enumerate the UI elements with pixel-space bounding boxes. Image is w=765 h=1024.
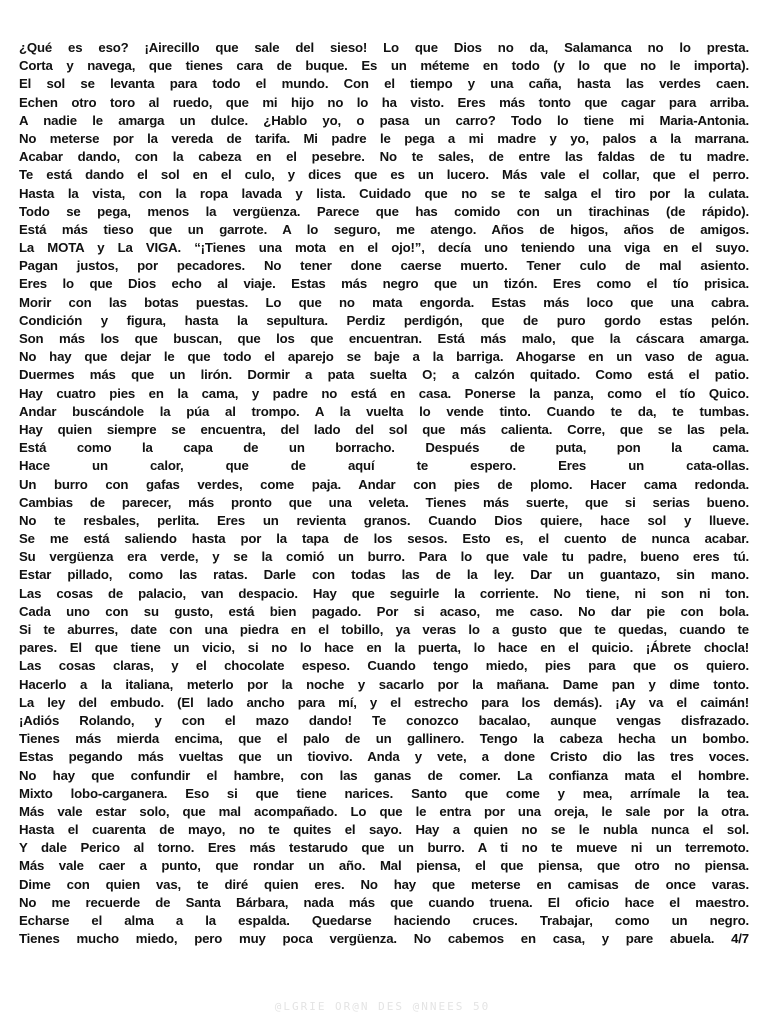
text-line: Morir con las botas puestas. Lo que no mata engorda. Estas más loco que una cabra. — [19, 294, 749, 310]
proverbs-text-block — [19, 39, 749, 948]
text-line: La ley del embudo. (El lado ancho para mí, y el estrecho para los demás). ¡Ay va el caimán! — [19, 694, 749, 710]
text-line: El sol se levanta para todo el mundo. Con el tiempo y una caña, hasta las verdes caen. — [19, 76, 749, 92]
text-line: Hasta la vista, con la ropa lavada y lista. Cuidado que no se te salga el tiro por la culata. — [19, 185, 749, 201]
text-line: A nadie le amarga un dulce. ¿Hablo yo, o pasa un carro? Todo lo tiene mi Maria-Antonia. — [19, 112, 749, 128]
footer-watermark: @LGRIE OR@N DES @NNEES 50 — [274, 1000, 491, 1013]
text-line: No meterse por la vereda de tarifa. Mi padre le pega a mi madre y yo, palos a la marrana. — [19, 130, 749, 146]
text-line: La MOTA y La VIGA. “¡Tienes una mota en el ojo!”, decía uno teniendo una viga en el suyo. — [19, 240, 749, 256]
text-line: Las cosas de palacio, van despacio. Hay que seguirle la corriente. No tiene, ni son ni ton. — [19, 585, 749, 601]
text-line: Más vale caer a punto, que rondar un año. Mal piensa, el que piensa, que otro no piensa. — [19, 858, 749, 874]
text-line: ¿Qué es eso? ¡Airecillo que sale del sieso! Lo que Dios no da, Salamanca no lo presta. — [19, 40, 749, 55]
text-line: Y dale Perico al torno. Eres más testarudo que un burro. A ti no te mueve ni un terremoto. — [19, 840, 749, 856]
text-line: Estas pegando más vueltas que un tiovivo. Anda y vete, a done Cristo dio las tres voces. — [19, 749, 749, 765]
text-line: Cada uno con su gusto, está bien pagado. Por si acaso, me caso. No dar pie con bola. — [19, 603, 749, 619]
text-line: No te resbales, perlita. Eres un revienta granos. Cuando Dios quiere, hace sol y llueve. — [19, 512, 749, 528]
text-line: pares. El que tiene un vicio, si no lo hace en la puerta, lo hace en el quicio. ¡Ábrete chocla! — [19, 640, 749, 656]
text-line: Tienes más mierda encima, que el palo de un gallinero. Tengo la cabeza hecha un bombo. — [19, 731, 749, 747]
text-line: Son más los que buscan, que los que encuentran. Está más malo, que la cáscara amarga. — [19, 331, 749, 346]
text-line: Dime con quien vas, te diré quien eres. No hay que meterse en camisas de once varas. — [19, 876, 749, 892]
text-line: Eres lo que Dios echo al viaje. Estas más negro que un tizón. Eres como el tío prisica. — [19, 276, 749, 292]
text-line: Estar pillado, como las ratas. Darle con todas las de la ley. Dar un guantazo, sin mano. — [19, 567, 749, 583]
text-line: Corta y navega, que tienes cara de buque. Es un méteme en todo (y lo que no le importa). — [19, 58, 749, 74]
text-line: Si te aburres, date con una piedra en el tobillo, ya veras lo a gusto que te quedas, cuando te — [19, 622, 749, 637]
text-line: Hace un calor, que de aquí te espero. Eres un cata-ollas. — [19, 458, 749, 474]
text-line: Está como la capa de un borracho. Después de puta, pon la cama. — [19, 440, 749, 456]
text-line: Mixto lobo-carganera. Eso si que tiene narices. Santo que come y mea, arrímale la tea. — [19, 785, 749, 801]
text-line: Andar buscándole la púa al trompo. A la vuelta lo vende tinto. Cuando te da, te tumbas. — [19, 403, 749, 419]
text-line: Pagan justos, por pecadores. No tener done caerse muerto. Tener culo de mal asiento. — [19, 258, 749, 274]
text-line: No hay que confundir el hambre, con las ganas de comer. La confianza mata el hombre. — [19, 767, 749, 783]
text-line: Las cosas claras, y el chocolate espeso. Cuando tengo miedo, pies para que os quiero. — [19, 658, 749, 674]
text-line: Tienes mucho miedo, pero muy poca vergüenza. No cabemos en casa, y pare abuela. 4/7 — [19, 931, 749, 947]
text-line: Echarse el alma a la espalda. Quedarse haciendo cruces. Trabajar, como un negro. — [19, 913, 749, 928]
text-line: Cambias de parecer, más pronto que una veleta. Tienes más suerte, que si serias bueno. — [19, 494, 749, 510]
text-line: Un burro con gafas verdes, come paja. Andar con pies de plomo. Hacer cama redonda. — [19, 476, 749, 492]
text-line: No hay que dejar le que todo el aparejo se baje a la barriga. Ahogarse en un vaso de agua. — [19, 349, 749, 365]
text-line: Hay cuatro pies en la cama, y padre no está en casa. Ponerse la panza, como el tío Quico. — [19, 385, 749, 401]
text-line: Todo se pega, menos la vergüenza. Parece que has comido con un tirachinas (de rápido). — [19, 203, 749, 219]
text-line: Hacerlo a la italiana, meterlo por la noche y sacarlo por la mañana. Dame pan y dime tonto. — [19, 676, 749, 692]
text-line: Más vale estar solo, que mal acompañado. Lo que le entra por una oreja, le sale por la otra. — [19, 803, 749, 819]
text-line: ¡Adiós Rolando, y con el mazo dando! Te conozco bacalao, aunque vengas disfrazado. — [19, 712, 749, 728]
text-line: Su vergüenza era verde, y se la comió un burro. Para lo que vale tu padre, bueno eres tú. — [19, 549, 749, 565]
text-line: No me recuerde de Santa Bárbara, nada más que cuando truena. El oficio hace el maestro. — [19, 894, 749, 910]
text-line: Condición y figura, hasta la sepultura. Perdiz perdigón, que de puro gordo estas pelón. — [19, 312, 749, 328]
text-line: Acabar dando, con la cabeza en el pesebre. No te sales, de entre las faldas de tu madre. — [19, 149, 749, 165]
text-line: Se me está saliendo hasta por la tapa de los sesos. Esto es, el cuento de nunca acabar. — [19, 531, 749, 547]
text-line: Está más tieso que un garrote. A lo seguro, me atengo. Años de higos, años de amigos. — [19, 221, 749, 237]
text-line: Hasta el cuarenta de mayo, no te quites el sayo. Hay a quien no se le nubla nunca el sol. — [19, 822, 749, 838]
text-line: Echen otro toro al ruedo, que mi hijo no lo ha visto. Eres más tonto que cagar para arriba. — [19, 94, 749, 110]
text-line: Te está dando el sol en el culo, y dices que es un lucero. Más vale el collar, que el perro. — [19, 167, 749, 183]
text-line: Duermes más que un lirón. Dormir a pata suelta O; a calzón quitado. Como está el patio. — [19, 367, 749, 383]
text-line: Hay quien siempre se encuentra, del lado del sol que más calienta. Corre, que se las pela. — [19, 421, 749, 437]
